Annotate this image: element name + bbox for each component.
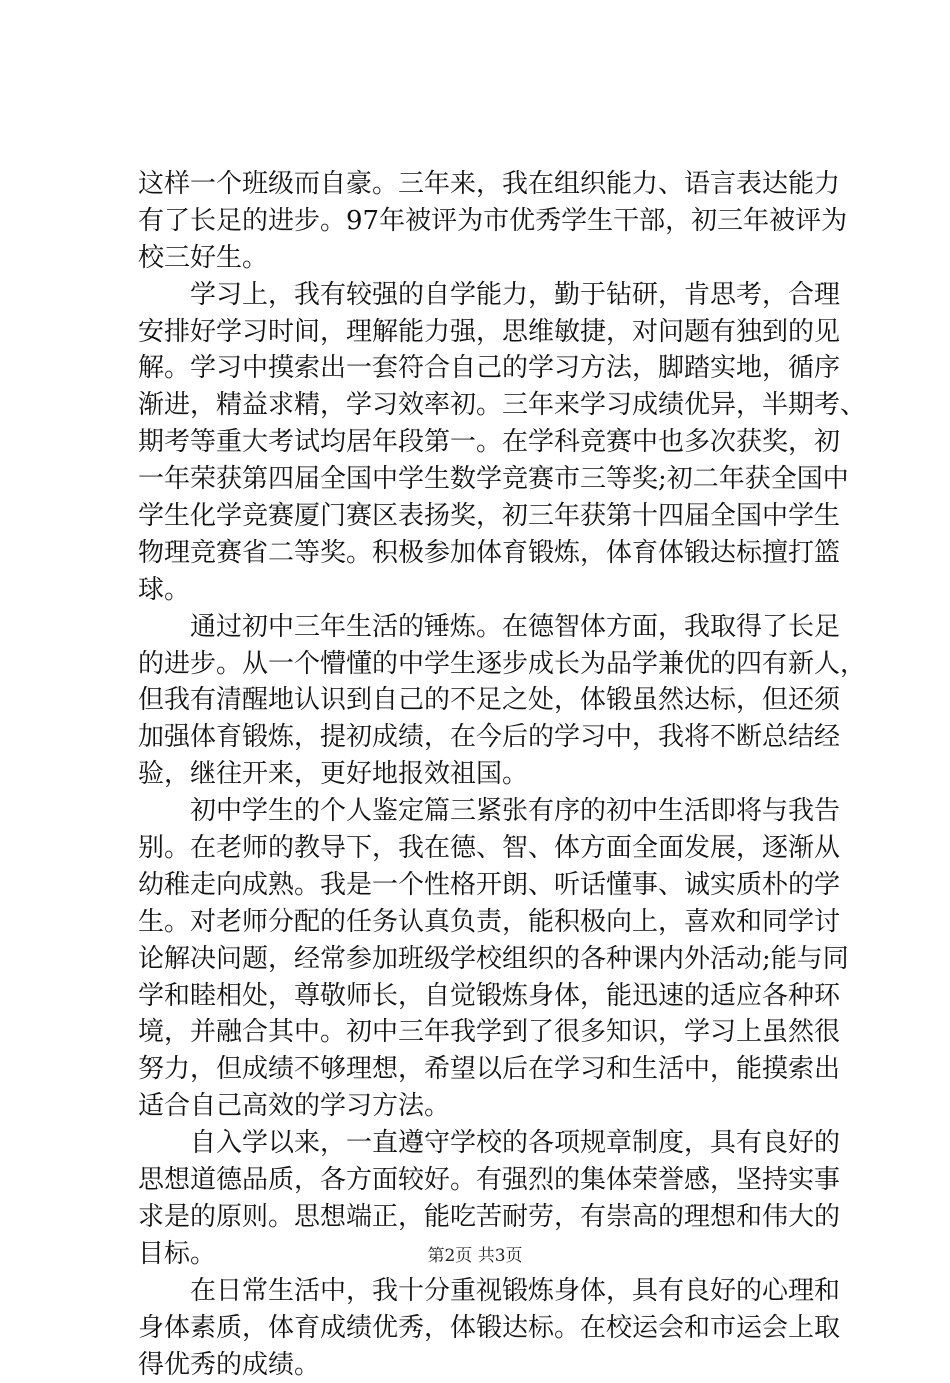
text-line: 论解决问题，经常参加班级学校组织的各种课内外活动;能与同	[138, 941, 830, 978]
text-line: 球。	[138, 572, 830, 609]
text-line: 思想道德品质，各方面较好。有强烈的集体荣誉感，坚持实事	[138, 1162, 830, 1199]
text-line: 求是的原则。思想端正，能吃苦耐劳，有崇高的理想和伟大的	[138, 1199, 830, 1236]
text-line: 通过初中三年生活的锤炼。在德智体方面，我取得了长足	[138, 609, 830, 646]
document-body	[138, 166, 830, 1383]
text-line: 渐进，精益求精，学习效率初。三年来学习成绩优异，半期考、	[138, 387, 830, 424]
text-line: 这样一个班级而自豪。三年来，我在组织能力、语言表达能力	[138, 166, 830, 203]
text-line: 但我有清醒地认识到自己的不足之处，体锻虽然达标，但还须	[138, 682, 830, 719]
text-line: 学生化学竞赛厦门赛区表扬奖，初三年获第十四届全国中学生	[138, 498, 830, 535]
text-line: 得优秀的成绩。	[138, 1347, 830, 1383]
text-line: 期考等重大考试均居年段第一。在学科竞赛中也多次获奖，初	[138, 424, 830, 461]
text-line: 自入学以来，一直遵守学校的各项规章制度，具有良好的	[138, 1125, 830, 1162]
text-line: 别。在老师的教导下，我在德、智、体方面全面发展，逐渐从	[138, 830, 830, 867]
text-line: 安排好学习时间，理解能力强，思维敏捷，对问题有独到的见	[138, 314, 830, 351]
text-line: 物理竞赛省二等奖。积极参加体育锻炼，体育体锻达标擅打篮	[138, 535, 830, 572]
text-line: 目标。	[138, 1236, 830, 1273]
text-line: 的进步。从一个懵懂的中学生逐步成长为品学兼优的四有新人，	[138, 646, 830, 683]
text-line: 适合自己高效的学习方法。	[138, 1088, 830, 1125]
text-line: 身体素质，体育成绩优秀，体锻达标。在校运会和市运会上取	[138, 1310, 830, 1347]
text-line: 学和睦相处，尊敬师长，自觉锻炼身体，能迅速的适应各种环	[138, 978, 830, 1015]
text-line: 一年荣获第四届全国中学生数学竞赛市三等奖;初二年获全国中	[138, 461, 830, 498]
text-line: 有了长足的进步。97年被评为市优秀学生干部，初三年被评为	[138, 203, 830, 240]
page-number-footer: 第2页 共3页	[0, 1245, 950, 1267]
text-line: 生。对老师分配的任务认真负责，能积极向上，喜欢和同学讨	[138, 904, 830, 941]
text-line: 幼稚走向成熟。我是一个性格开朗、听话懂事、诚实质朴的学	[138, 867, 830, 904]
text-line: 加强体育锻炼，提初成绩，在今后的学习中，我将不断总结经	[138, 719, 830, 756]
text-line: 解。学习中摸索出一套符合自己的学习方法，脚踏实地，循序	[138, 350, 830, 387]
text-line: 努力，但成绩不够理想，希望以后在学习和生活中，能摸索出	[138, 1051, 830, 1088]
text-line: 验，继往开来，更好地报效祖国。	[138, 756, 830, 793]
text-line: 境，并融合其中。初中三年我学到了很多知识，学习上虽然很	[138, 1014, 830, 1051]
text-line: 校三好生。	[138, 240, 830, 277]
text-line: 在日常生活中，我十分重视锻炼身体，具有良好的心理和	[138, 1273, 830, 1310]
text-line: 初中学生的个人鉴定篇三紧张有序的初中生活即将与我告	[138, 793, 830, 830]
text-line: 学习上，我有较强的自学能力，勤于钻研，肯思考，合理	[138, 277, 830, 314]
